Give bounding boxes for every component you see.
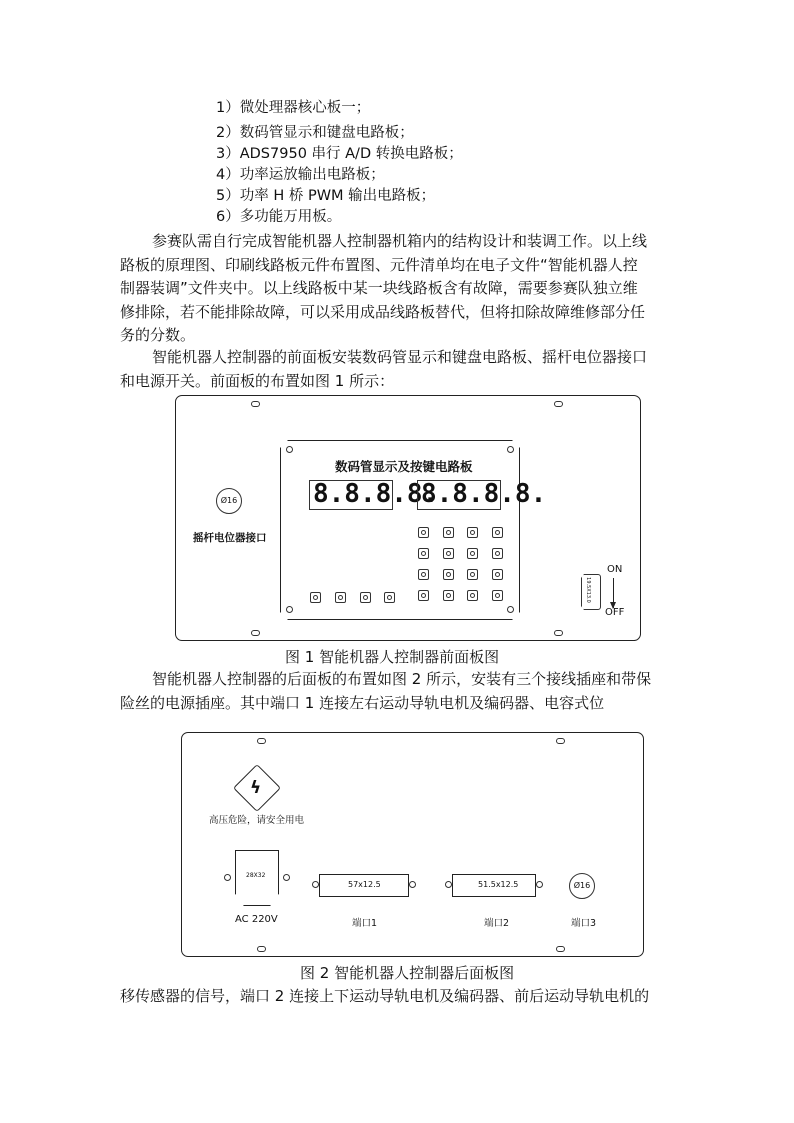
list-item: 5）功率 H 桥 PWM 输出电路板； [216,188,436,204]
mount-hole-icon [409,881,416,888]
paragraph-line: 参赛队需自行完成智能机器人控制器机箱内的结构设计和装调工作。以上线 [152,232,648,250]
key-icon [492,527,503,538]
mount-hole-icon [283,874,290,881]
switch-size-label: 19.5X13.0 [584,577,591,603]
screw-icon [257,946,266,952]
port-3-connector-icon: Ø16 [569,873,595,899]
list-item: 4）功率运放输出电路板； [216,167,385,183]
paragraph-continued [120,985,676,1009]
screw-icon [257,738,266,744]
paragraph-line: 险丝的电源插座。其中端口 1 连接左右运动导轨电机及编码器、电容式位 [120,693,605,712]
key-icon [360,592,371,603]
key-icon [492,590,503,601]
mount-hole-icon [286,606,293,613]
potentiometer-caption: 摇杆电位器接口 [193,532,267,544]
screw-icon [251,401,260,407]
potentiometer-icon: Ø16 [216,488,242,514]
port-1-size: 57x12.5 [348,880,381,889]
screw-icon [554,401,563,407]
paragraph-assembly [120,230,676,348]
key-icon [443,548,454,559]
seven-segment-display-right [417,479,547,510]
key-icon [443,527,454,538]
power-socket-size: 28X32 [246,872,266,879]
screw-icon [251,630,260,636]
paragraph-line: 智能机器人控制器的后面板的布置如图 2 所示，安装有三个接线插座和带保 [152,670,652,688]
key-icon [443,569,454,580]
list-item: 3）ADS7950 串行 A/D 转换电路板； [216,146,463,162]
paragraph-front-panel [120,346,676,393]
lightning-icon: ϟ [250,778,262,798]
list-item: 1）微处理器核心板一； [216,100,371,116]
key-icon [467,569,478,580]
paragraph-line: 路板的原理图、印刷线路板元件布置图、元件清单均在电子文件“智能机器人控 [120,255,638,274]
screw-icon [556,738,565,744]
figure-2-caption: 图 2 智能机器人控制器后面板图 [300,964,515,982]
board-title: 数码管显示及按键电路板 [335,459,473,474]
mount-hole-icon [312,881,319,888]
key-icon [492,569,503,580]
key-icon [418,590,429,601]
digits-right: 8.8.8.8. [421,479,547,509]
key-icon [310,592,321,603]
mount-hole-icon [224,874,231,881]
port-3-caption: 端口3 [571,918,597,929]
key-icon [418,569,429,580]
power-caption: AC 220V [235,914,278,925]
front-panel-figure [175,395,641,641]
digits-left: 8.8.8.8. [313,479,439,509]
key-icon [384,592,395,603]
key-icon [418,548,429,559]
paragraph-line: 移传感器的信号，端口 2 连接上下运动导轨电机及编码器、前后运动导轨电机的 [120,987,650,1005]
paragraph-line: 智能机器人控制器的前面板安装数码管显示和键盘电路板、摇杆电位器接口 [152,348,648,366]
port-2-size: 51.5x12.5 [478,880,519,889]
paragraph-line: 和电源开关。前面板的布置如图 1 所示： [120,371,395,390]
screw-icon [554,630,563,636]
rear-panel-figure [181,732,644,957]
mount-hole-icon [286,446,293,453]
port-2-caption: 端口2 [484,918,510,929]
key-icon [492,548,503,559]
port-1-caption: 端口1 [352,918,378,929]
paragraph-rear-panel [120,668,676,715]
warning-text: 高压危险，请安全用电 [209,815,305,826]
list-item: 6）多功能万用板。 [216,209,342,225]
mount-hole-icon [507,606,514,613]
paragraph-line: 修排除，若不能排除故障，可以采用成品线路板替代，但将扣除故障维修部分任 [120,302,646,321]
key-icon [467,527,478,538]
key-icon [335,592,346,603]
list-item: 2）数码管显示和键盘电路板； [216,125,414,141]
screw-icon [556,946,565,952]
figure-1-caption: 图 1 智能机器人控制器前面板图 [285,648,500,666]
off-label: OFF [605,607,625,618]
mount-hole-icon [445,881,452,888]
mount-hole-icon [507,446,514,453]
key-icon [443,590,454,601]
key-icon [467,548,478,559]
mount-hole-icon [536,881,543,888]
seven-segment-display-left [309,479,439,510]
key-icon [418,527,429,538]
on-label: ON [607,564,623,575]
key-icon [467,590,478,601]
paragraph-line: 务的分数。 [120,326,196,344]
paragraph-line: 制器装调”文件夹中。以上线路板中某一块线路板含有故障，需要参赛队独立维 [120,279,638,297]
